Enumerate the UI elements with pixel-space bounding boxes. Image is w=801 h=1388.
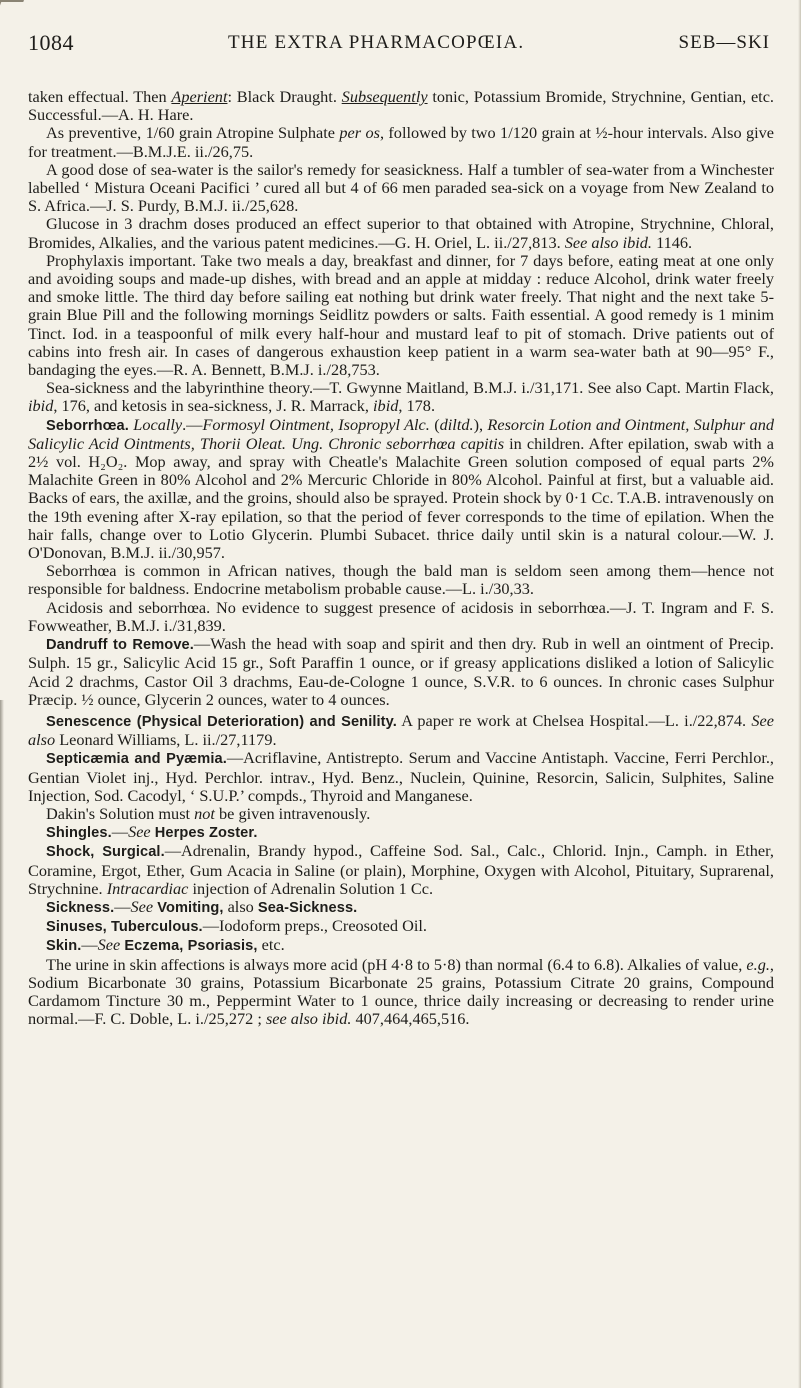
paragraph: Glucose in 3 drachm doses produced an effect superior to that obtained with Atropine, Strychnine, Chloral, Bromides, Alkalies, and the various patent medicines.—G. H. Oriel, L. ii./27,813. See also ibid. 1146. (28, 214, 774, 252)
binding-edge-shadow (0, 700, 4, 1388)
entry-heading: Dandruff to Remove. (46, 637, 194, 654)
section-range: SEB—SKI (678, 32, 770, 53)
paragraph: As preventive, 1/60 grain Atropine Sulphate per os, followed by two 1/120 grain at ½-hour intervals. Also give for treatment.—B.M.J.E. ii./26,75. (28, 123, 775, 161)
entry-skin: Skin.—See Eczema, Psoriasis, etc. (46, 935, 285, 955)
entry-septicaemia: Septicæmia and Pyæmia.—Acriflavine, Antistrepto. Serum and Vaccine Antistaph. Vaccine, Ferri Perchlor., Gentian Violet inj., Hyd. Perchlor. intrav., Hyd. Benz., Nuclein, Quinine, Resorcin, Salicin, Sulphites, Saline Injection, Sod. Cacodyl, ‘ S.U.P.’ compds., Thyroid and Manganese. (28, 748, 775, 805)
paragraph: A good dose of sea-water is the sailor's remedy for seasickness. Half a tumbler of sea-water from a Winchester labelled ‘ Mistura Oceani Pacifici ’ cured all but 4 of 66 men paraded sea-sick on a voyage from New Zealand to S. Africa.—J. S. Purdy, B.M.J. ii./25,628. (28, 159, 774, 216)
entry-heading: Septicæmia and Pyæmia. (46, 751, 227, 768)
entry-sinuses: Sinuses, Tuberculous.—Iodoform preps., Creosoted Oil. (46, 916, 427, 936)
entry-heading: Skin. (46, 938, 82, 955)
paragraph: Acidosis and seborrhœa. No evidence to suggest presence of acidosis in seborrhœa.—J. T. Ingram and F. S. Fowweather, B.M.J. i./31,839. (28, 597, 774, 635)
page-number: 1084 (28, 30, 74, 55)
running-header (28, 30, 768, 60)
entry-heading: Shingles. (46, 825, 112, 842)
entry-heading: Shock, Surgical. (46, 844, 165, 861)
entry-seborrhoea: Seborrhœa. Locally.—Formosyl Ointment, Isopropyl Alc. (diltd.), Resorcin Lotion and Ointment, Sulphur and Salicylic Acid Ointments, Thorii Oleat. Ung. Chronic seborrhœa capitis in children. After epilation, swab with a 2½ vol. H₂O₂. Mop away, and spray with Cheatle's Malachite Green solution composed of equal parts 2% Malachite Green in 80% Alcohol and 2% Mercuric Chloride in 80% Alcohol. Painful at first, but a valuable aid. Backs of ears, the axillæ, and the groins, should also be sprayed. Protein shock by 0·1 Cc. T.A.B. intravenously on the 19th evening after X-ray epilation, so that the period of fever corresponds to the time of epilation. When the hair falls, change over to Lotio Glycerin. Plumbi Subacet. thrice daily until skin is a natural colour.—W. J. O'Donovan, B.M.J. ii./30,957. (28, 414, 775, 563)
entry-dandruff: Dandruff to Remove.—Wash the head with soap and spirit and then dry. Rub in well an ointment of Precip. Sulph. 15 gr., Salicylic Acid 15 gr., Soft Paraffin 1 ounce, or if greasy applications disliked a lotion of Salicylic Acid 2 drachms, Castor Oil 3 drachms, Eau-de-Cologne 1 ounce, S.V.R. to 6 ounces. In chronic cases Sulphur Præcip. ½ ounce, Glycerin 2 ounces, water to 4 ounces. (28, 634, 774, 709)
page-body (28, 88, 774, 1028)
entry-shock: Shock, Surgical.—Adrenalin, Brandy hypod., Caffeine Sod. Sal., Calc., Chlorid. Injn., Camph. in Ether, Coramine, Ergot, Ether, Gum Acacia in Saline (or plain), Morphine, Oxygen with Alcohol, Pituitary, Suprarenal, Strychnine. Intracardiac injection of Adrenalin Solution 1 Cc. (28, 841, 774, 898)
page-corner-mark (0, 0, 24, 18)
cross-reference: Sea-Sickness. (257, 899, 358, 916)
paragraph: Sea-sickness and the labyrinthine theory.—T. Gwynne Maitland, B.M.J. i./31,171. See also Capt. Martin Flack, ibid, 176, and ketosis in sea-sickness, J. R. Marrack, ibid, 178. (28, 378, 774, 416)
entry-heading: Seborrhœa. (46, 417, 129, 434)
running-title: THE EXTRA PHARMACOPŒIA. (228, 32, 525, 53)
entry-heading: Senescence (Physical Deterioration) and Senility. (46, 713, 397, 730)
paragraph: taken effectual. Then Aperient: Black Draught. Subsequently tonic, Potassium Bromide, Strychnine, Gentian, etc. Successful.—A. H. Hare. (28, 87, 774, 125)
cross-reference: Herpes Zoster. (154, 825, 258, 842)
entry-heading: Sickness. (46, 899, 115, 916)
entry-heading: Sinuses, Tuberculous. (46, 919, 203, 936)
paragraph: Seborrhœa is common in African natives, though the bald man is seldom seen among them—hence not responsible for baldness. Endocrine metabolism probable cause.—L. i./30,33. (28, 561, 774, 599)
paragraph: The urine in skin affections is always more acid (pH 4·8 to 5·8) than normal (6.4 to 6.8). Alkalies of value, e.g., Sodium Bicarbonate 30 grains, Potassium Bicarbonate 25 grains, Potassium Citrate 20 grains, Compound Cardamom Tincture 30 m., Peppermint Water to 1 ounce, thrice daily increasing or decreasing to render urine normal.—F. C. Doble, L. i./25,272 ; see also ibid. 407,464,465,516. (28, 954, 774, 1029)
entry-shingles: Shingles.—See Herpes Zoster. (46, 822, 258, 842)
cross-reference: Vomiting, (157, 899, 224, 916)
paragraph: Dakin's Solution must not be given intravenously. (46, 803, 371, 823)
entry-senescence: Senescence (Physical Deterioration) and Senility. A paper re work at Chelsea Hospital.—L. i./22,874. See also Leonard Williams, L. ii./27,1179. (28, 710, 774, 750)
cross-reference: Eczema, Psoriasis, (124, 938, 258, 955)
paragraph: Prophylaxis important. Take two meals a day, breakfast and dinner, for 7 days before, eating meat at one only and avoiding soups and made-up dishes, with bread and an apple at midday : reduce Alcohol, drink water freely and smoke little. The third day before sailing eat nothing but drink water freely. That night and the next take 5-grain Blue Pill and the following mornings Seidlitz powders or salts. Faith essential. A good remedy is 1 minim Tinct. Iod. in a teaspoonful of milk every half-hour and mustard leaf to pit of stomach. Drive patients out of cabins into fresh air. In cases of dangerous exhaustion keep patient in a warm sea-water bath at 90—95° F., bandaging the eyes.—R. A. Bennett, B.M.J. i./28,753. (28, 250, 774, 380)
entry-sickness: Sickness.—See Vomiting, also Sea-Sickness. (46, 896, 358, 916)
